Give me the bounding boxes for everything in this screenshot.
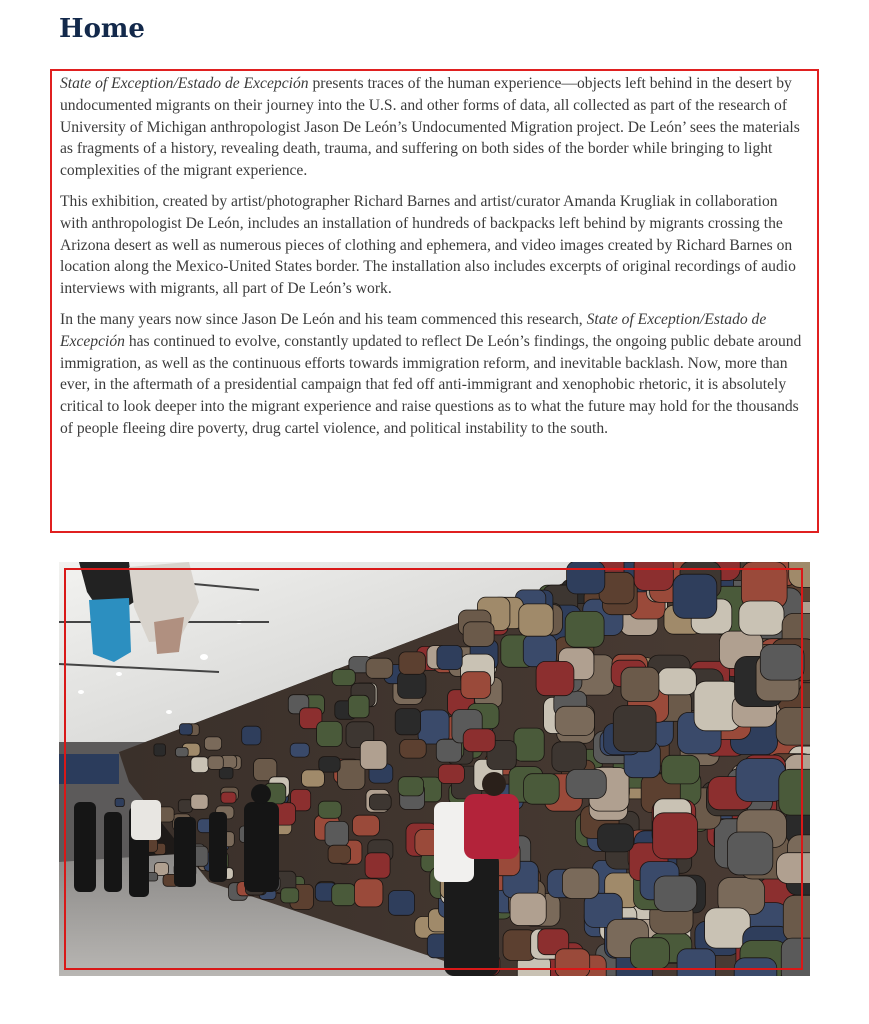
backpack-shape xyxy=(319,757,340,773)
backpack-shape xyxy=(654,876,697,911)
backpack-shape xyxy=(777,853,810,884)
backpack-shape xyxy=(281,888,299,903)
backpack-shape xyxy=(221,792,236,803)
intro-paragraph-3 xyxy=(60,309,809,440)
backpack-shape xyxy=(781,938,810,976)
backpack-shape xyxy=(658,668,696,695)
backpack-shape xyxy=(366,658,393,678)
backpack-shape xyxy=(191,757,209,773)
backpack-shape xyxy=(115,798,124,806)
backpack-shape xyxy=(438,764,464,783)
backpack-shape xyxy=(739,601,784,635)
backpack-shape xyxy=(760,644,804,680)
backpack-shape xyxy=(776,707,810,745)
backpack-shape xyxy=(398,777,423,796)
exhibition-title-italic: State of Exception/Estado de Excepción xyxy=(60,310,767,350)
backpack-shape xyxy=(178,800,192,813)
backpack-shape xyxy=(662,755,700,784)
backpack-shape xyxy=(536,661,574,695)
backpack-shape xyxy=(328,845,351,863)
exhibition-photo xyxy=(59,562,810,976)
backpack-shape xyxy=(789,562,810,587)
backpack-shape xyxy=(399,652,426,674)
backpack-shape xyxy=(395,709,420,735)
backpack-shape xyxy=(653,813,698,859)
backpack-shape xyxy=(325,821,349,846)
backpack-shape xyxy=(621,667,659,701)
backpack-shape xyxy=(204,737,221,750)
intro-paragraph-2 xyxy=(60,191,809,300)
paragraph-text: has continued to evolve, constantly updated to reflect De León’s findings, the ongoing public debate around immigration, as well as the continuous efforts towards immigration reform, and inevitable backlash. Now, more than ever, in the aftermath of a presidential campaign that fed off anti-immigrant and xenophobic rhetoric, it is absolutely critical to look deeper into the migrant experience and raise questions as to what the future may hold for the thousands of people fleeing dire poverty, drug cartel violence, and political instability to the south. xyxy=(60,332,802,437)
backpack-shape xyxy=(191,794,208,809)
backpack-shape xyxy=(176,748,189,757)
backpack-shape xyxy=(519,604,553,636)
backpack-shape xyxy=(555,706,594,735)
backpack-shape xyxy=(369,794,391,810)
backpack-shape xyxy=(360,741,387,770)
backpack-shape xyxy=(290,743,309,757)
backpack-shape xyxy=(555,949,590,976)
backpack-shape xyxy=(673,574,717,618)
backpack-shape xyxy=(302,770,325,787)
highlighted-text-region xyxy=(50,69,819,533)
backpack-shape xyxy=(567,562,605,594)
backpack-shape xyxy=(463,622,494,647)
backpack-shape xyxy=(562,868,599,899)
backpack-shape xyxy=(463,729,495,752)
backpack-shape xyxy=(208,756,223,770)
paragraph-text: This exhibition, created by artist/photographer Richard Barnes and artist/curator Amanda Krugliak in collaboration with anthropologist De León, includes an installation of hundreds of backpacks left behind by migrants crossing the Arizona desert as well as numerous pieces of clothing and ephemera, and video images created by Richard Barnes on location along the Mexico-United States border. The installation also includes excerpts of original recordings of audio interviews with migrants, all part of De León’s work. xyxy=(60,192,796,298)
backpack-shape xyxy=(332,669,355,685)
paragraph-text: In the many years now since Jason De León and his team commenced this research, xyxy=(60,310,587,328)
backpack-shape xyxy=(318,801,341,818)
backpack-shape xyxy=(353,815,380,836)
backpack-shape xyxy=(727,832,772,875)
exhibition-title-italic: State of Exception/Estado de Excepción xyxy=(60,75,309,92)
backpack-shape xyxy=(180,724,193,735)
backpack-shape xyxy=(317,721,343,746)
page-title: Home xyxy=(59,14,145,44)
intro-paragraph-1 xyxy=(60,73,809,182)
backpack-shape xyxy=(552,742,587,772)
backpack-shape xyxy=(437,645,462,669)
backpack-shape xyxy=(613,706,656,752)
backpack-shape xyxy=(398,672,426,699)
backpack-shape xyxy=(388,891,414,916)
backpack-shape xyxy=(634,562,673,590)
backpack-shape xyxy=(734,958,777,976)
paragraph-text: presents traces of the human experience—objects left behind in the desert by undocumented migrants on their journey into the U.S. and other forms of data, all collected as part of the research of University of Michigan anthropologist Jason De León’s Undocumented Migration project. De León’ sees the materials as fragments of a history, revealing death, trauma, and suffering on both sides of the border while bringing to light complexities of the migrant experience. xyxy=(60,75,800,180)
backpack-wall-image xyxy=(59,562,810,976)
backpack-shape xyxy=(565,611,604,647)
backpack-shape xyxy=(783,895,810,941)
backpack-shape xyxy=(355,879,383,907)
backpack-shape xyxy=(566,769,606,798)
backpack-shape xyxy=(348,695,369,718)
backpack-shape xyxy=(677,949,716,976)
backpack-shape xyxy=(514,728,544,761)
backpack-shape xyxy=(598,824,634,852)
backpack-shape xyxy=(400,739,427,758)
backpack-shape xyxy=(365,853,390,878)
backpack-shape xyxy=(332,884,356,906)
backpack-shape xyxy=(631,938,670,969)
backpack-shape xyxy=(736,759,785,802)
backpack-shape xyxy=(510,893,546,925)
backpack-shape xyxy=(779,769,810,815)
backpack-shape xyxy=(524,774,560,805)
backpack-shape xyxy=(461,672,491,699)
backpack-shape xyxy=(242,726,261,745)
backpack-shape xyxy=(154,744,166,756)
